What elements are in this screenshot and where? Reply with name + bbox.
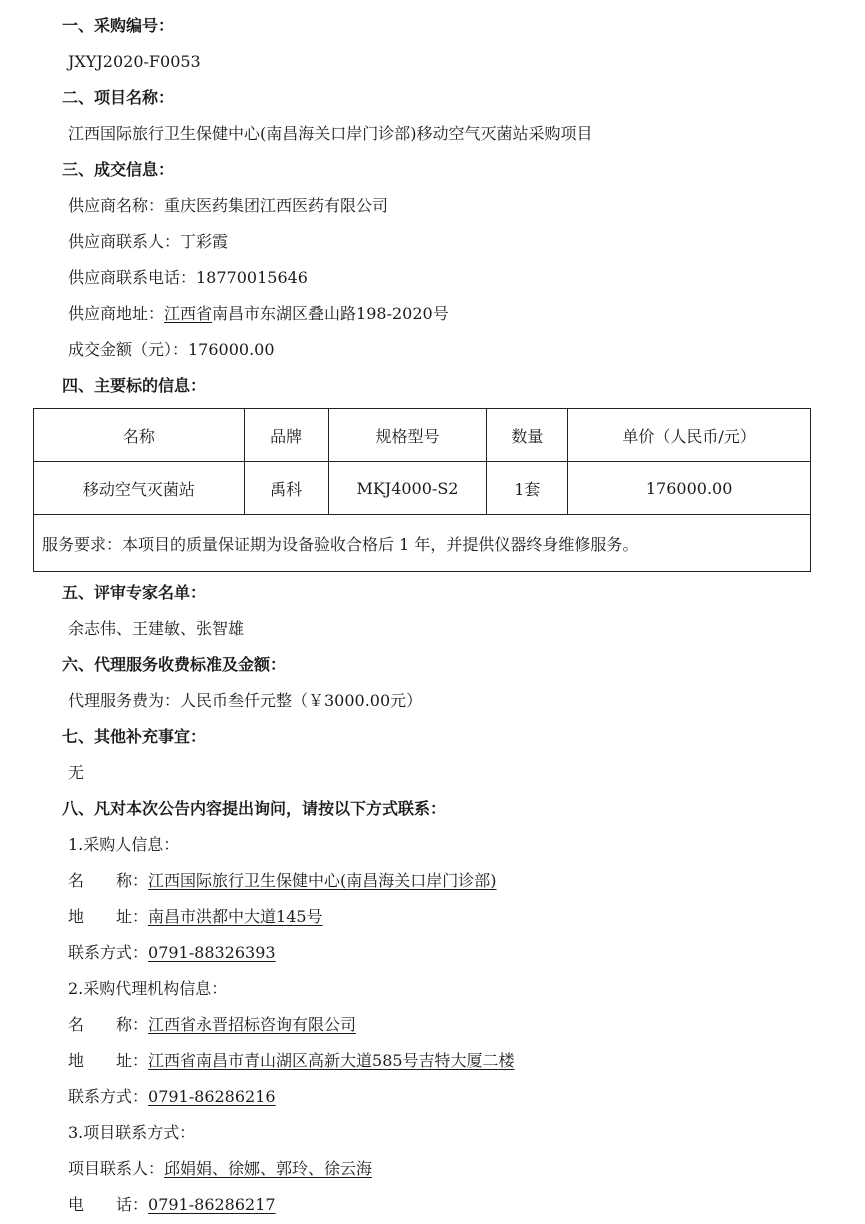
service-row <box>34 515 811 572</box>
expert-list: 余志伟、王建敏、张智雄 <box>68 619 245 638</box>
supplier-name: 供应商名称：重庆医药集团江西医药有限公司 <box>68 196 389 215</box>
supplier-contact: 供应商联系人：丁彩霞 <box>68 232 229 251</box>
project-people-label: 项目联系人： <box>68 1159 165 1178</box>
project-phone-label: 电 话： <box>68 1195 149 1214</box>
purchaser-title: 1.采购人信息： <box>68 835 180 854</box>
project-phone-line <box>68 1194 865 1216</box>
supplier-address <box>68 303 865 325</box>
section-4-title: 四、主要标的信息： <box>62 376 207 395</box>
agency-title: 2.采购代理机构信息： <box>68 979 228 998</box>
table-header-row <box>34 409 811 462</box>
purchaser-phone: 0791-88326393 <box>148 943 276 962</box>
deal-amount: 成交金额（元）：176000.00 <box>68 340 275 359</box>
purchaser-name-label: 名 称： <box>68 871 149 890</box>
agency-fee: 代理服务费为：人民币叁仟元整（￥3000.00元） <box>68 691 423 710</box>
supplier-address-detail: 南昌市东湖区叠山路198-2020号 <box>212 304 449 323</box>
header-quantity: 数量 <box>487 409 568 462</box>
header-unit-price: 单价（人民币/元） <box>568 409 811 462</box>
agency-phone: 0791-86286216 <box>148 1087 276 1106</box>
project-name: 江西国际旅行卫生保健中心(南昌海关口岸门诊部)移动空气灭菌站采购项目 <box>68 124 593 143</box>
supplier-phone: 供应商联系电话：18770015646 <box>68 268 308 287</box>
agency-phone-line <box>68 1086 865 1108</box>
section-1-title: 一、采购编号： <box>62 16 175 35</box>
cell-unit-price: 176000.00 <box>568 462 811 515</box>
subject-info-table <box>33 408 811 572</box>
project-contact-title: 3.项目联系方式： <box>68 1123 196 1142</box>
project-people-line <box>68 1158 865 1180</box>
project-people: 邱娟娟、徐娜、郭玲、徐云海 <box>164 1159 373 1178</box>
service-requirement: 服务要求：本项目的质量保证期为设备验收合格后 1 年，并提供仪器终身维修服务。 <box>34 515 811 572</box>
purchaser-address: 南昌市洪都中大道145号 <box>148 907 323 926</box>
cell-model: MKJ4000-S2 <box>328 462 487 515</box>
table-row <box>34 462 811 515</box>
purchaser-phone-line <box>68 942 865 964</box>
cell-quantity: 1套 <box>487 462 568 515</box>
purchaser-name-line <box>68 870 865 892</box>
supplier-address-province: 江西省 <box>164 304 213 323</box>
agency-address-line <box>68 1050 865 1072</box>
section-2-title: 二、项目名称： <box>62 88 175 107</box>
header-model: 规格型号 <box>328 409 487 462</box>
agency-name-line <box>68 1014 865 1036</box>
agency-address: 江西省南昌市青山湖区高新大道585号吉特大厦二楼 <box>148 1051 515 1070</box>
cell-brand: 禹科 <box>244 462 328 515</box>
supplier-address-label: 供应商地址： <box>68 304 165 323</box>
purchaser-name: 江西国际旅行卫生保健中心(南昌海关口岸门诊部) <box>148 871 497 890</box>
header-name: 名称 <box>34 409 245 462</box>
section-6-title: 六、代理服务收费标准及金额： <box>62 655 287 674</box>
header-brand: 品牌 <box>244 409 328 462</box>
project-phone: 0791-86286217 <box>148 1195 276 1214</box>
section-7-title: 七、其他补充事宜： <box>62 727 207 746</box>
section-3-title: 三、成交信息： <box>62 160 175 179</box>
procurement-number: JXYJ2020-F0053 <box>68 52 201 71</box>
purchaser-phone-label: 联系方式： <box>68 943 149 962</box>
agency-phone-label: 联系方式： <box>68 1087 149 1106</box>
other-matters: 无 <box>68 763 85 782</box>
agency-name: 江西省永晋招标咨询有限公司 <box>148 1015 357 1034</box>
purchaser-address-line <box>68 906 865 928</box>
agency-address-label: 地 址： <box>68 1051 149 1070</box>
purchaser-address-label: 地 址： <box>68 907 149 926</box>
agency-name-label: 名 称： <box>68 1015 149 1034</box>
cell-name: 移动空气灭菌站 <box>34 462 245 515</box>
section-8-title: 八、凡对本次公告内容提出询问，请按以下方式联系： <box>62 799 447 818</box>
section-5-title: 五、评审专家名单： <box>62 583 207 602</box>
